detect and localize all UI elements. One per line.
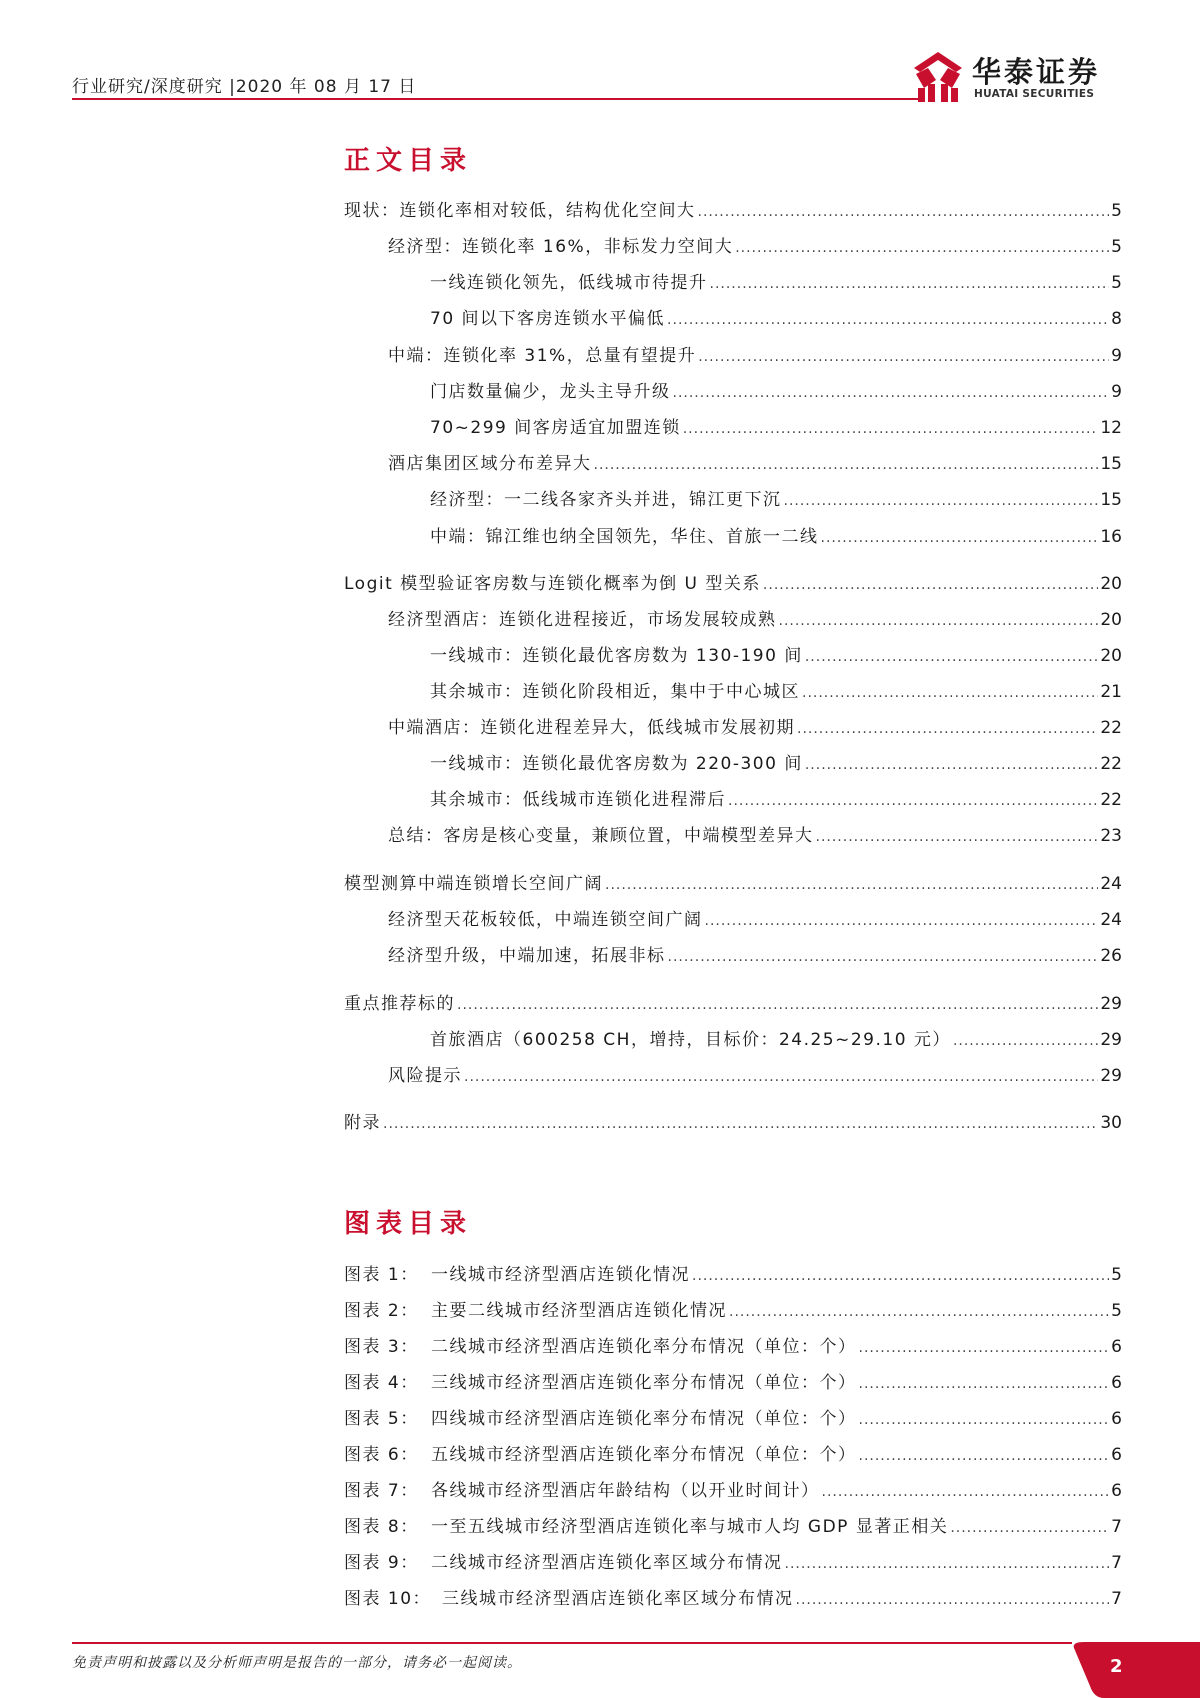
toc-entry-title: 中端：锦江维也纳全国领先，华住、首旅一二线 — [430, 527, 819, 547]
page-number: 2 — [1110, 1656, 1123, 1677]
toc-leader-dots — [710, 276, 1110, 292]
toc-leader-dots — [859, 1376, 1110, 1392]
toc-entry[interactable] — [344, 989, 1122, 1019]
figure-entry[interactable] — [344, 1260, 1122, 1290]
toc-entry-title: 一线城市：连锁化最优客房数为 220-300 间 — [430, 754, 803, 774]
toc-entry-page: 15 — [1100, 490, 1122, 510]
toc-entry-title: 模型测算中端连锁增长空间广阔 — [344, 874, 603, 894]
header-text: 行业研究/深度研究 |2020 年 08 月 17 日 — [72, 77, 417, 97]
header-divider — [72, 98, 922, 100]
toc-entry-title: 经济型：连锁化率 16%，非标发力空间大 — [388, 237, 734, 257]
toc-entry-page: 5 — [1111, 273, 1122, 293]
toc-leader-dots — [796, 1592, 1110, 1608]
toc-leader-dots — [673, 385, 1110, 401]
toc-entry-page: 9 — [1111, 346, 1122, 366]
toc-leader-dots — [859, 1412, 1110, 1428]
huatai-logo-icon — [912, 50, 964, 104]
figure-entry-title: 三线城市经济型酒店连锁化率分布情况（单位：个） — [431, 1373, 857, 1393]
toc-entry-title: 中端：连锁化率 31%，总量有望提升 — [388, 346, 697, 366]
footer-disclaimer: 免责声明和披露以及分析师声明是报告的一部分，请务必一起阅读。 — [72, 1655, 522, 1671]
toc-entry-title: 经济型：一二线各家齐头并进，锦江更下沉 — [430, 490, 782, 510]
toc-entry-title: 经济型酒店：连锁化进程接近，市场发展较成熟 — [388, 610, 777, 630]
toc-entry-page: 9 — [1111, 382, 1122, 402]
toc-entry-page: 26 — [1100, 946, 1122, 966]
toc-leader-dots — [950, 1520, 1109, 1536]
toc-title: 正文目录 — [344, 146, 473, 176]
toc-entry-title: 附录 — [344, 1113, 381, 1133]
figure-label: 图表 6： — [344, 1445, 419, 1465]
figure-entry-page: 6 — [1111, 1409, 1122, 1429]
figure-entry[interactable] — [344, 1332, 1122, 1362]
toc-leader-dots — [383, 1116, 1098, 1132]
toc-entry-title: 经济型天花板较低，中端连锁空间广阔 — [388, 910, 703, 930]
toc-leader-dots — [805, 649, 1099, 665]
toc-leader-dots — [735, 240, 1109, 256]
toc-entry-title: 经济型升级，中端加速，拓展非标 — [388, 946, 666, 966]
figure-entry-page: 7 — [1111, 1589, 1122, 1609]
figure-entry-title: 五线城市经济型酒店连锁化率分布情况（单位：个） — [431, 1445, 857, 1465]
page-header — [72, 55, 1132, 130]
toc-entry-page: 20 — [1100, 646, 1122, 666]
toc-entry-page: 8 — [1111, 309, 1122, 329]
toc-entry[interactable] — [388, 905, 1122, 935]
figure-entry-page: 6 — [1111, 1445, 1122, 1465]
toc-leader-dots — [953, 1033, 1098, 1049]
toc-leader-dots — [594, 457, 1099, 473]
toc-entry-page: 22 — [1100, 790, 1122, 810]
toc-entry[interactable] — [430, 749, 1122, 779]
toc-leader-dots — [698, 204, 1110, 220]
toc-entry-title: 总结：客房是核心变量，兼顾位置，中端模型差异大 — [388, 826, 814, 846]
toc-leader-dots — [784, 493, 1099, 509]
toc-entry[interactable] — [430, 413, 1122, 443]
toc-leader-dots — [797, 721, 1098, 737]
toc-leader-dots — [859, 1340, 1110, 1356]
toc-entry-page: 22 — [1100, 718, 1122, 738]
toc-entry-title: 风险提示 — [388, 1066, 462, 1086]
figure-entry-page: 6 — [1111, 1373, 1122, 1393]
figure-entry-page: 6 — [1111, 1481, 1122, 1501]
toc-leader-dots — [683, 421, 1099, 437]
toc-entry-page: 20 — [1100, 574, 1122, 594]
toc-entry[interactable] — [344, 569, 1122, 599]
toc-entry[interactable] — [430, 485, 1122, 515]
figure-entry-title: 二线城市经济型酒店连锁化率分布情况（单位：个） — [431, 1337, 857, 1357]
toc-entry-title: 中端酒店：连锁化进程差异大，低线城市发展初期 — [388, 718, 795, 738]
figure-label: 图表 1： — [344, 1265, 419, 1285]
toc-leader-dots — [698, 349, 1109, 365]
toc-entry[interactable] — [430, 677, 1122, 707]
footer-divider — [72, 1642, 1072, 1644]
toc-leader-dots — [692, 1268, 1109, 1284]
toc-entry-title: Logit 模型验证客房数与连锁化概率为倒 U 型关系 — [344, 574, 761, 594]
toc-entry[interactable] — [388, 449, 1122, 479]
toc-entry-page: 24 — [1100, 874, 1122, 894]
toc-entry[interactable] — [388, 941, 1122, 971]
toc-entry[interactable] — [430, 1025, 1122, 1055]
toc-entry-title: 其余城市：低线城市连锁化进程滞后 — [430, 790, 726, 810]
toc-leader-dots — [464, 1069, 1098, 1085]
toc-leader-dots — [729, 1304, 1109, 1320]
toc-entry-page: 29 — [1100, 994, 1122, 1014]
figure-entry-title: 一线城市经济型酒店连锁化情况 — [431, 1265, 690, 1285]
logo — [912, 50, 1132, 110]
toc-leader-dots — [605, 877, 1098, 893]
toc-entry[interactable] — [430, 641, 1122, 671]
toc-entry[interactable] — [344, 196, 1122, 226]
toc-entry-page: 21 — [1100, 682, 1122, 702]
toc-entry-title: 其余城市：连锁化阶段相近，集中于中心城区 — [430, 682, 800, 702]
figure-entry-title: 三线城市经济型酒店连锁化率区域分布情况 — [442, 1589, 794, 1609]
toc-entry-page: 20 — [1100, 610, 1122, 630]
toc-entry[interactable] — [430, 268, 1122, 298]
logo-text-en: HUATAI SECURITIES — [974, 88, 1095, 100]
toc-entry-title: 首旅酒店（600258 CH，增持，目标价：24.25~29.10 元） — [430, 1030, 951, 1050]
toc-leader-dots — [785, 1556, 1110, 1572]
toc-entry[interactable] — [388, 605, 1122, 635]
figure-label: 图表 9： — [344, 1553, 419, 1573]
toc-entry-page: 5 — [1111, 237, 1122, 257]
toc-entry-page: 15 — [1100, 454, 1122, 474]
figure-entry[interactable] — [344, 1548, 1122, 1578]
figure-label: 图表 4： — [344, 1373, 419, 1393]
figure-entry-page: 5 — [1111, 1301, 1122, 1321]
toc-entry-page: 16 — [1100, 527, 1122, 547]
toc-leader-dots — [859, 1448, 1110, 1464]
toc-entry[interactable] — [344, 869, 1122, 899]
figure-label: 图表 8： — [344, 1517, 419, 1537]
toc-entry-title: 70 间以下客房连锁水平偏低 — [430, 309, 666, 329]
figure-label: 图表 7： — [344, 1481, 419, 1501]
toc-leader-dots — [821, 530, 1099, 546]
toc-entry-page: 29 — [1100, 1030, 1122, 1050]
toc-leader-dots — [668, 949, 1099, 965]
figure-entry[interactable] — [344, 1476, 1122, 1506]
toc-entry[interactable] — [388, 1061, 1122, 1091]
figure-label: 图表 5： — [344, 1409, 419, 1429]
figure-entry[interactable] — [344, 1584, 1122, 1614]
toc-entry[interactable] — [388, 341, 1122, 371]
toc-entry[interactable] — [430, 304, 1122, 334]
figure-entry-page: 5 — [1111, 1265, 1122, 1285]
toc-entry-title: 重点推荐标的 — [344, 994, 455, 1014]
toc-entry-title: 70~299 间客房适宜加盟连锁 — [430, 418, 681, 438]
figure-entry[interactable] — [344, 1404, 1122, 1434]
figure-label: 图表 2： — [344, 1301, 419, 1321]
toc-leader-dots — [802, 685, 1098, 701]
figure-entry-title: 四线城市经济型酒店连锁化率分布情况（单位：个） — [431, 1409, 857, 1429]
figure-entry[interactable] — [344, 1440, 1122, 1470]
toc-leader-dots — [779, 613, 1099, 629]
figures-title: 图表目录 — [344, 1209, 473, 1239]
toc-entry-title: 门店数量偏少，龙头主导升级 — [430, 382, 671, 402]
toc-entry-title: 酒店集团区域分布差异大 — [388, 454, 592, 474]
toc-entry-title: 一线城市：连锁化最优客房数为 130-190 间 — [430, 646, 803, 666]
page-number-tab — [1070, 1642, 1200, 1698]
toc-entry[interactable] — [388, 232, 1122, 262]
toc-leader-dots — [705, 913, 1099, 929]
toc-leader-dots — [728, 793, 1098, 809]
figure-label: 图表 10： — [344, 1589, 432, 1609]
figure-entry[interactable] — [344, 1512, 1122, 1542]
toc-entry-page: 30 — [1100, 1113, 1122, 1133]
toc-entry-page: 24 — [1100, 910, 1122, 930]
toc-entry-page: 23 — [1100, 826, 1122, 846]
toc-entry-page: 12 — [1100, 418, 1122, 438]
figure-entry-title: 二线城市经济型酒店连锁化率区域分布情况 — [431, 1553, 783, 1573]
figure-label: 图表 3： — [344, 1337, 419, 1357]
figure-entry[interactable] — [344, 1368, 1122, 1398]
toc-entry-title: 一线连锁化领先，低线城市待提升 — [430, 273, 708, 293]
toc-leader-dots — [457, 997, 1098, 1013]
logo-text-cn: 华泰证券 — [972, 55, 1101, 89]
toc-leader-dots — [822, 1484, 1110, 1500]
toc-entry-page: 22 — [1100, 754, 1122, 774]
toc-entry[interactable] — [430, 377, 1122, 407]
toc-entry-page: 5 — [1111, 201, 1122, 221]
figure-entry-page: 7 — [1111, 1553, 1122, 1573]
toc-leader-dots — [667, 312, 1109, 328]
figure-entry-title: 各线城市经济型酒店年龄结构（以开业时间计） — [431, 1481, 820, 1501]
toc-entry-page: 29 — [1100, 1066, 1122, 1086]
toc-entry[interactable] — [388, 713, 1122, 743]
toc-entry[interactable] — [388, 821, 1122, 851]
figure-entry-page: 7 — [1111, 1517, 1122, 1537]
toc-entry[interactable] — [344, 1108, 1122, 1138]
toc-entry[interactable] — [430, 785, 1122, 815]
toc-leader-dots — [816, 829, 1099, 845]
figure-entry-title: 主要二线城市经济型酒店连锁化情况 — [431, 1301, 727, 1321]
figure-entry[interactable] — [344, 1296, 1122, 1326]
figure-entry-page: 6 — [1111, 1337, 1122, 1357]
toc-leader-dots — [805, 757, 1099, 773]
toc-entry[interactable] — [430, 522, 1122, 552]
toc-entry-title: 现状：连锁化率相对较低，结构优化空间大 — [344, 201, 696, 221]
toc-leader-dots — [763, 577, 1098, 593]
figure-entry-title: 一至五线城市经济型酒店连锁化率与城市人均 GDP 显著正相关 — [431, 1517, 949, 1537]
